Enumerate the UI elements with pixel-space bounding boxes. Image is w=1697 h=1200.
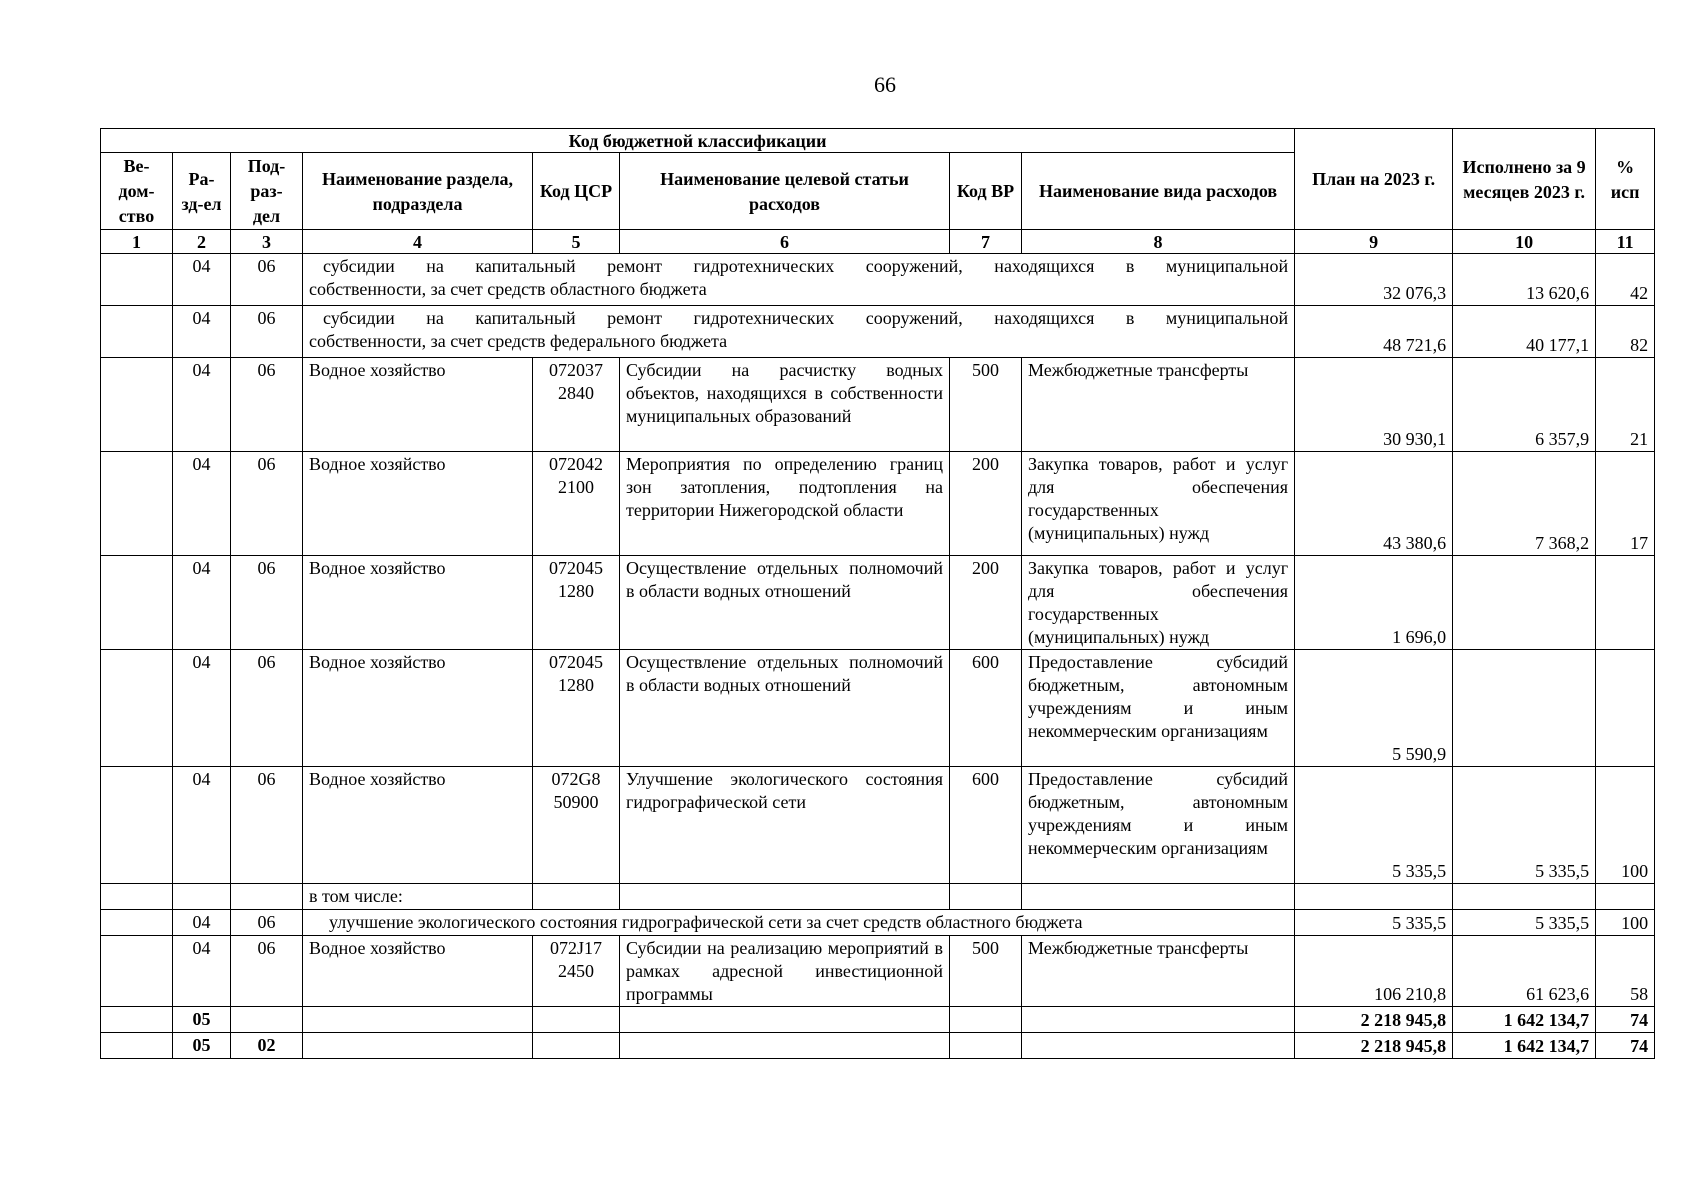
cell-ispolneno [1453,650,1596,767]
header-kod-csr: Код ЦСР [533,153,620,230]
cell-kod-vr: 200 [950,556,1022,650]
cell-percent: 58 [1596,936,1655,1007]
header-percent: % исп [1596,129,1655,230]
budget-table [100,128,1655,1059]
table-row [101,358,1655,452]
cell-name-celevoy: Осуществление отдельных полномочий в области водных отношений [620,556,950,650]
cell-name-razdel: Водное хозяйство [303,936,533,1007]
cell-span-description: улучшение экологического состояния гидрографической сети за счет средств областного бюджета [303,910,1295,936]
col-number: 3 [231,230,303,254]
cell-ispolneno: 61 623,6 [1453,936,1596,1007]
table-row [101,910,1655,936]
span-line-1: субсидии на капитальный ремонт гидротехнических сооружений, находящихся в муниципальной [323,308,1289,328]
cell-kod-vr: 500 [950,936,1022,1007]
cell-razdel: 05 [173,1033,231,1059]
cell-percent: 17 [1596,452,1655,556]
cell-razdel: 04 [173,306,231,358]
cell-kod-vr: 600 [950,767,1022,884]
table-row [101,936,1655,1007]
header-name-vida: Наименование вида расходов [1022,153,1295,230]
col-number: 1 [101,230,173,254]
header-group-title: Код бюджетной классификации [101,129,1295,153]
cell-name-vida: Межбюджетные трансферты [1022,358,1295,452]
cell-kod-csr: 072045 1280 [533,556,620,650]
cell-razdel: 04 [173,650,231,767]
cell-name-celevoy: Субсидии на реализацию мероприятий в рамках адресной инвестиционной программы [620,936,950,1007]
table-row [101,452,1655,556]
cell-percent: 74 [1596,1033,1655,1059]
header-plan: План на 2023 г. [1295,129,1453,230]
span-line-2: собственности, за счет средств федерального бюджета [309,331,728,351]
span-line-1: субсидии на капитальный ремонт гидротехнических сооружений, находящихся в муниципальной [323,256,1289,276]
col-number: 7 [950,230,1022,254]
cell-name-razdel: Водное хозяйство [303,452,533,556]
cell-podrazdel: 06 [231,910,303,936]
cell-span-description [303,306,1295,358]
cell-plan: 48 721,6 [1295,306,1453,358]
cell-name-celevoy: Мероприятия по определению границ зон затопления, подтопления на территории Нижегородской области [620,452,950,556]
cell-plan: 5 335,5 [1295,767,1453,884]
cell-span-description [303,254,1295,306]
cell-podrazdel: 06 [231,936,303,1007]
header-number-row [101,230,1655,254]
cell-podrazdel: 02 [231,1033,303,1059]
table-row [101,767,1655,884]
cell-percent [1596,556,1655,650]
cell-ispolneno: 13 620,6 [1453,254,1596,306]
cell-plan: 43 380,6 [1295,452,1453,556]
table-row [101,306,1655,358]
cell-name-razdel: Водное хозяйство [303,556,533,650]
cell-kod-vr: 600 [950,650,1022,767]
cell-kod-csr: 072037 2840 [533,358,620,452]
cell-kod-csr: 072042 2100 [533,452,620,556]
cell-ispolneno: 5 335,5 [1453,910,1596,936]
cell-name-razdel: в том числе: [303,884,533,910]
col-number: 8 [1022,230,1295,254]
cell-podrazdel: 06 [231,358,303,452]
cell-plan: 1 696,0 [1295,556,1453,650]
cell-ispolneno: 1 642 134,7 [1453,1007,1596,1033]
cell-kod-vr: 200 [950,452,1022,556]
span-line-2: собственности, за счет средств областного бюджета [309,279,707,299]
cell-razdel: 04 [173,358,231,452]
cell-name-razdel: Водное хозяйство [303,767,533,884]
cell-plan: 32 076,3 [1295,254,1453,306]
cell-name-celevoy: Улучшение экологического состояния гидрографической сети [620,767,950,884]
cell-ispolneno: 7 368,2 [1453,452,1596,556]
cell-percent: 100 [1596,767,1655,884]
cell-ispolneno: 6 357,9 [1453,358,1596,452]
cell-razdel: 05 [173,1007,231,1033]
cell-percent: 42 [1596,254,1655,306]
cell-percent: 21 [1596,358,1655,452]
cell-name-razdel: Водное хозяйство [303,650,533,767]
cell-podrazdel: 06 [231,254,303,306]
header-group-row [101,129,1655,153]
cell-razdel: 04 [173,767,231,884]
cell-razdel: 04 [173,452,231,556]
cell-name-vida: Закупка товаров, работ и услуг для обеспечения государственных (муниципальных) нужд [1022,452,1295,556]
cell-name-vida: Предоставление субсидий бюджетным, автономным учреждениям и иным некоммерческим организациям [1022,767,1295,884]
col-number: 11 [1596,230,1655,254]
header-name-celevoy: Наименование целевой статьи расходов [620,153,950,230]
col-number: 6 [620,230,950,254]
header-podrazdel: Под-раз-дел [231,153,303,230]
cell-plan: 106 210,8 [1295,936,1453,1007]
cell-razdel: 04 [173,910,231,936]
cell-name-celevoy: Осуществление отдельных полномочий в области водных отношений [620,650,950,767]
cell-plan: 2 218 945,8 [1295,1033,1453,1059]
header-name-razdel: Наименование раздела, подраздела [303,153,533,230]
cell-name-razdel: Водное хозяйство [303,358,533,452]
cell-kod-vr: 500 [950,358,1022,452]
cell-percent [1596,650,1655,767]
cell-percent: 82 [1596,306,1655,358]
table-row [101,556,1655,650]
cell-kod-csr: 072J17 2450 [533,936,620,1007]
cell-razdel: 04 [173,936,231,1007]
cell-podrazdel: 06 [231,650,303,767]
cell-plan: 5 335,5 [1295,910,1453,936]
cell-name-celevoy: Субсидии на расчистку водных объектов, находящихся в собственности муниципальных образований [620,358,950,452]
cell-ispolneno: 5 335,5 [1453,767,1596,884]
table-row [101,650,1655,767]
cell-name-vida: Предоставление субсидий бюджетным, автономным учреждениям и иным некоммерческим организациям [1022,650,1295,767]
cell-razdel: 04 [173,254,231,306]
col-number: 2 [173,230,231,254]
cell-name-vida: Закупка товаров, работ и услуг для обеспечения государственных (муниципальных) нужд [1022,556,1295,650]
header-razdel: Ра-зд-ел [173,153,231,230]
col-number: 10 [1453,230,1596,254]
col-number: 5 [533,230,620,254]
cell-podrazdel [231,1007,303,1033]
cell-plan: 2 218 945,8 [1295,1007,1453,1033]
cell-plan: 5 590,9 [1295,650,1453,767]
page-number: 66 [874,72,896,97]
cell-razdel: 04 [173,556,231,650]
cell-podrazdel: 06 [231,767,303,884]
cell-kod-csr: 072G8 50900 [533,767,620,884]
cell-ispolneno [1453,556,1596,650]
table-row-total [101,1007,1655,1033]
header-ispolneno: Исполнено за 9 месяцев 2023 г. [1453,129,1596,230]
cell-name-vida: Межбюджетные трансферты [1022,936,1295,1007]
header-vedomstvo: Ве-дом-ство [101,153,173,230]
col-number: 4 [303,230,533,254]
cell-podrazdel: 06 [231,556,303,650]
header-kod-vr: Код ВР [950,153,1022,230]
cell-podrazdel: 06 [231,306,303,358]
cell-ispolneno: 1 642 134,7 [1453,1033,1596,1059]
col-number: 9 [1295,230,1453,254]
cell-kod-csr: 072045 1280 [533,650,620,767]
cell-ispolneno: 40 177,1 [1453,306,1596,358]
table-row-total [101,1033,1655,1059]
cell-percent: 100 [1596,910,1655,936]
table-row [101,884,1655,910]
cell-plan: 30 930,1 [1295,358,1453,452]
cell-podrazdel: 06 [231,452,303,556]
table-row [101,254,1655,306]
cell-percent: 74 [1596,1007,1655,1033]
